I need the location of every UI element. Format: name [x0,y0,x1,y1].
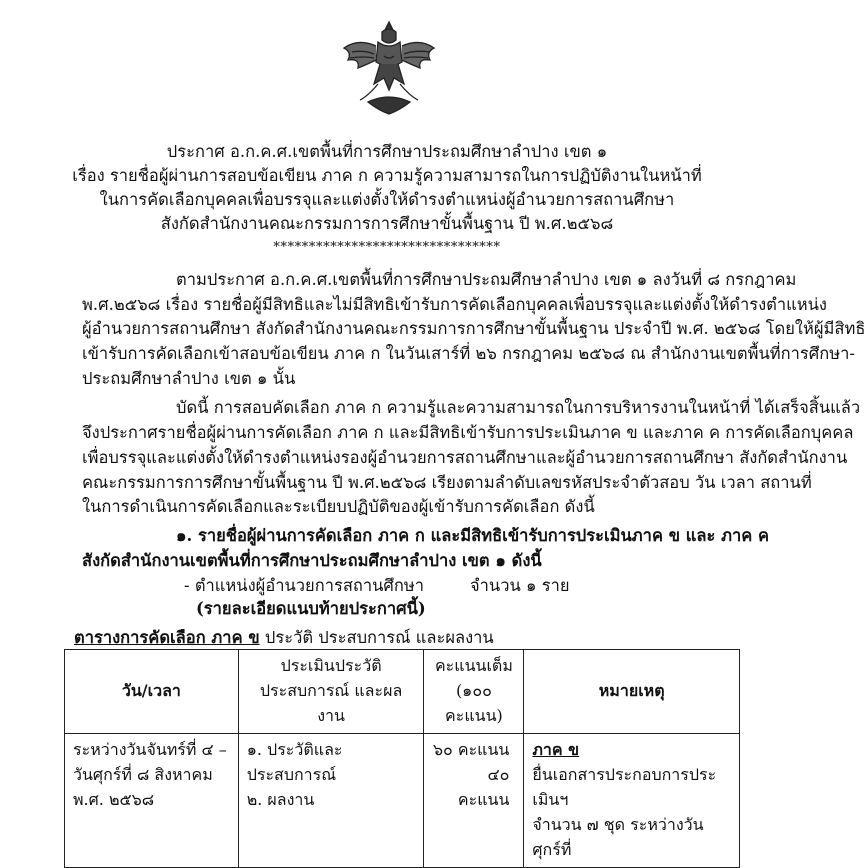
col-header-score: คะแนนเต็ม (๑๐๐ คะแนน) [424,650,524,734]
table-row [65,734,740,868]
separator-stars: ******************************** [273,240,501,255]
garuda-emblem [338,18,440,118]
col-header-date: วัน/เวลา [65,650,239,734]
schedule-title-rest: ประวัติ ประสบการณ์ และผลงาน [259,628,494,647]
note-title: ภาค ข [532,740,580,759]
schedule-table [64,649,740,868]
para2-line2: จึงประกาศรายชื่อผู้ผ่านการคัดเลือก ภาค ก และมีสิทธิเข้ารับการประเมินภาค ข และภาค ค การคัดเลือกบุคคล [82,423,854,442]
para2-line5: ในการดำเนินการคัดเลือกและระเบียบปฏิบัติของผู้เข้ารับการคัดเลือก ดังนี้ [82,497,595,516]
row-score [424,734,524,868]
position-count: จำนวน ๑ ราย [470,576,570,595]
score-item-1: ๖๐ คะแนน [432,740,510,759]
position-label: - ตำแหน่งผู้อำนวยการสถานศึกษา [184,576,425,595]
announcement-subject-line2: ในการคัดเลือกบุคคลเพื่อบรรจุและแต่งตั้งให้ดำรงตำแหน่งผู้อำนวยการสถานศึกษา [99,190,675,209]
para1-line4: เข้ารับการคัดเลือกเข้าสอบข้อเขียน ภาค ก ในวันเสาร์ที่ ๒๖ กรกฎาคม ๒๕๖๘ ณ สำนักงานเขตพื้นที่การศึกษา- [82,344,855,363]
announcement-subject-line3: สังกัดสำนักงานคณะกรรมการการศึกษาขั้นพื้นฐาน ปี พ.ศ.๒๕๖๘ [160,214,614,233]
announcement-subject: เรื่อง รายชื่อผู้ผ่านการสอบข้อเขียน ภาค ก ความรู้ความสามารถในการปฏิบัติงานในหน้าที่ [72,166,702,185]
para2-line4: คณะกรรมการการศึกษาขั้นพื้นฐาน ปี พ.ศ.๒๕๖๘ เรียงตามลำดับเลขรหัสประจำตัวสอบ วัน เวลา สถานที่ [82,473,812,492]
score-item-2: ๔๐ คะแนน [457,765,510,809]
row-date: ระหว่างวันจันทร์ที่ ๔ – วันศุกร์ที่ ๘ สิงหาคม พ.ศ. ๒๕๖๘ [65,734,239,868]
schedule-title-underlined: ตารางการคัดเลือก ภาค ข [74,628,260,647]
note-line1: ยื่นเอกสารประกอบการประเมินฯ [532,765,717,809]
para2-line1: บัดนี้ การสอบคัดเลือก ภาค ก ความรู้และความสามารถในการบริหารงานในหน้าที่ ได้เสร็จสิ้นแล้ว [176,398,861,417]
para2-line3: เพื่อบรรจุและแต่งตั้งให้ดำรงตำแหน่งรองผู้อำนวยการสถานศึกษาและผู้อำนวยการสถานศึกษา สังกัดสำนักงาน [82,448,848,467]
item1-heading: ๑. รายชื่อผู้ผ่านการคัดเลือก ภาค ก และมีสิทธิเข้ารับการประเมินภาค ข และ ภาค ค [176,526,770,545]
row-note [524,734,740,868]
item1-heading-line2: สังกัดสำนักงานเขตพื้นที่การศึกษาประถมศึกษาลำปาง เขต ๑ ดังนี้ [82,551,542,570]
row-assessment [238,734,424,868]
note-line2: จำนวน ๗ ชุด ระหว่างวันศุกร์ที่ [532,815,704,859]
para1-line5: ประถมศึกษาลำปาง เขต ๑ นั้น [82,369,296,388]
announcement-title: ประกาศ อ.ก.ค.ศ.เขตพื้นที่การศึกษาประถมศึกษาลำปาง เขต ๑ [166,142,608,161]
assessment-item-1: ๑. ประวัติและประสบการณ์ [246,740,343,784]
para1-line1: ตามประกาศ อ.ก.ค.ศ.เขตพื้นที่การศึกษาประถมศึกษาลำปาง เขต ๑ ลงวันที่ ๘ กรกฎาคม [176,270,797,289]
table-header-row [65,650,740,734]
detail-note: (รายละเอียดแนบท้ายประกาศนี้) [196,599,426,618]
assessment-item-2: ๒. ผลงาน [246,790,315,809]
col-header-assessment: ประเมินประวัติ ประสบการณ์ และผลงาน [238,650,424,734]
schedule-title [74,625,494,651]
para1-line3: ผู้อำนวยการสถานศึกษา สังกัดสำนักงานคณะกรรมการการศึกษาขั้นพื้นฐาน ประจำปี พ.ศ. ๒๕๖๘ โดยให้ผู้มีสิทธิ [82,319,865,338]
col-header-note: หมายเหตุ [524,650,740,734]
para1-line2: พ.ศ.๒๕๖๘ เรื่อง รายชื่อผู้มีสิทธิและไม่มีสิทธิเข้ารับการคัดเลือกบุคคลเพื่อบรรจุและแต่งตั้งให้ดำรงตำแหน่ง [82,295,827,314]
